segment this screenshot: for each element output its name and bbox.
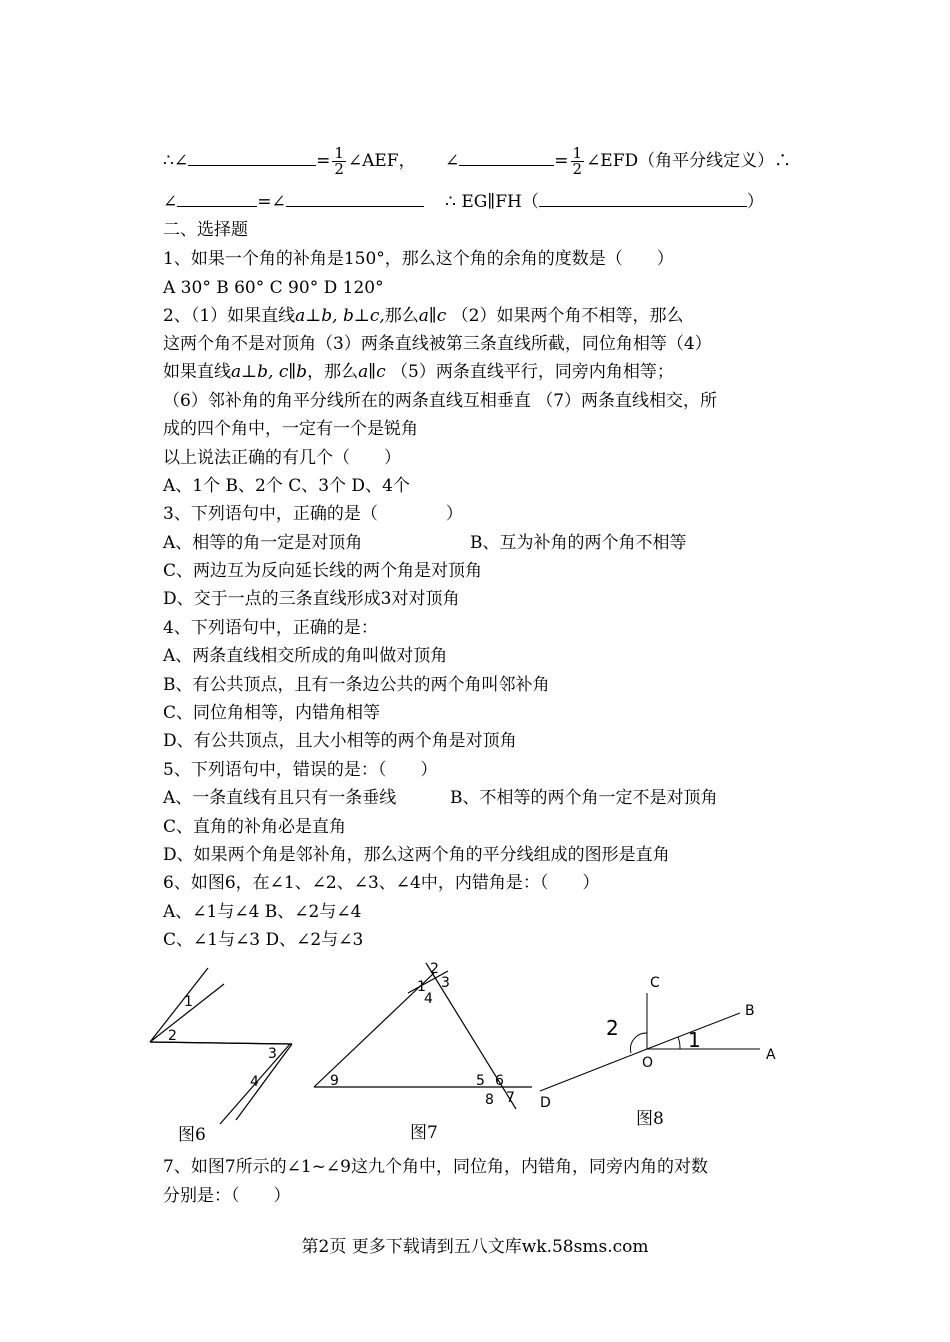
question-6: 6、如图6，在∠1、∠2、∠3、∠4中，内错角是：（ ） bbox=[163, 873, 600, 893]
question-5-option-c: C、直角的补角必是直角 bbox=[163, 817, 347, 837]
fraction-half: $\frac{1}{2}$ bbox=[572, 144, 583, 178]
fig7-label-7: 7 bbox=[506, 1090, 515, 1106]
question-2-line-3: 如果直线a⊥b, c∥b，那么a∥c （5）两条直线平行，同旁内角相等； bbox=[163, 362, 674, 382]
blank-field[interactable] bbox=[286, 192, 424, 207]
question-5-option-d: D、如果两个角是邻补角，那么这两个角的平分线组成的图形是直角 bbox=[163, 845, 670, 865]
fig7-label-9: 9 bbox=[330, 1073, 339, 1089]
fig6-label-1: 1 bbox=[184, 994, 193, 1010]
page-footer: 第2页 更多下载请到五八文库wk.58sms.com bbox=[301, 1237, 649, 1257]
question-2-line-2: 这两个角不是对顶角（3）两条直线被第三条直线所截，同位角相等（4） bbox=[163, 334, 712, 354]
proof-line-1: ∴∠ = $\frac{1}{2}$ ∠AEF， ∠ = $\frac{1}{2}$ ∠EFD（角平分线定义）∴ bbox=[163, 144, 792, 178]
fig7-label-4: 4 bbox=[424, 991, 433, 1007]
question-2-line-4: （6）邻补角的角平分线所在的两条直线互相垂直 （7）两条直线相交，所 bbox=[163, 391, 718, 411]
fig8-label-1: 1 bbox=[688, 1028, 701, 1052]
fig6-line-upper-1 bbox=[150, 968, 208, 1042]
question-7-line-1: 7、如图7所示的∠1~∠9这九个角中，同位角，内错角，同旁内角的对数 bbox=[163, 1157, 708, 1177]
fraction-half: $\frac{1}{2}$ bbox=[334, 144, 344, 178]
question-4: 4、下列语句中，正确的是： bbox=[163, 618, 378, 638]
therefore-symbol: ∴ bbox=[163, 151, 174, 171]
fig8-ray-od bbox=[540, 1049, 647, 1091]
fig8-label-B: B bbox=[745, 1003, 755, 1019]
question-2-line-1: 2、（1）如果直线a⊥b, b⊥c,那么a∥c （2）如果两个角不相等，那么 bbox=[163, 306, 684, 326]
question-7-line-2: 分别是：（ ） bbox=[163, 1186, 291, 1206]
question-6-options-cd: C、∠1与∠3 D、∠2与∠3 bbox=[163, 930, 364, 950]
question-4-option-c: C、同位角相等，内错角相等 bbox=[163, 703, 381, 723]
fig7-label-1: 1 bbox=[417, 979, 426, 995]
fig7-label-6: 6 bbox=[495, 1073, 504, 1089]
fig6-line-upper-2 bbox=[150, 984, 224, 1042]
question-4-option-d: D、有公共顶点，且大小相等的两个角是对顶角 bbox=[163, 731, 517, 751]
figure-7-caption: 图7 bbox=[410, 1123, 438, 1143]
question-1: 1、如果一个角的补角是150°，那么这个角的余角的度数是（ ） bbox=[163, 249, 674, 269]
question-4-option-b: B、有公共顶点，且有一条边公共的两个角叫邻补角 bbox=[163, 675, 550, 695]
blank-field[interactable] bbox=[539, 192, 747, 207]
proof-line-2: ∠ =∠ ∴ EG∥FH（ ） bbox=[163, 192, 764, 212]
fig7-label-3: 3 bbox=[441, 975, 450, 991]
fig8-label-C: C bbox=[650, 975, 660, 991]
fig6-label-3: 3 bbox=[268, 1046, 277, 1062]
question-2-prompt: 以上说法正确的有几个（ ） bbox=[163, 448, 401, 468]
fig8-angle-1-arc bbox=[678, 1037, 680, 1049]
figure-6 bbox=[140, 960, 310, 1130]
fig8-label-O: O bbox=[642, 1055, 654, 1071]
question-2-options: A、1个 B、2个 C、3个 D、4个 bbox=[163, 476, 410, 496]
blank-field[interactable] bbox=[459, 151, 554, 166]
fig8-label-D: D bbox=[540, 1095, 551, 1111]
section-title: 二、选择题 bbox=[163, 220, 248, 240]
question-5-option-a: A、一条直线有且只有一条垂线 bbox=[163, 788, 397, 808]
fig8-label-2: 2 bbox=[606, 1016, 619, 1040]
angle-symbol: ∠ bbox=[173, 151, 189, 171]
question-3-option-a: A、相等的角一定是对顶角 bbox=[163, 533, 363, 553]
question-3: 3、下列语句中，正确的是（ ） bbox=[163, 504, 463, 524]
fig7-label-2: 2 bbox=[430, 961, 439, 977]
figure-8-caption: 图8 bbox=[636, 1109, 664, 1129]
question-3-option-b: B、互为补角的两个角不相等 bbox=[470, 533, 687, 553]
question-3-option-d: D、交于一点的三条直线形成3对对顶角 bbox=[163, 589, 460, 609]
fig6-label-2: 2 bbox=[168, 1028, 177, 1044]
question-5: 5、下列语句中，错误的是：（ ） bbox=[163, 760, 438, 780]
figure-8 bbox=[530, 965, 790, 1115]
question-4-option-a: A、两条直线相交所成的角叫做对顶角 bbox=[163, 646, 448, 666]
figure-6-caption: 图6 bbox=[178, 1125, 206, 1145]
fig7-label-5: 5 bbox=[476, 1073, 485, 1089]
fig6-line-lower-2 bbox=[236, 1044, 292, 1120]
fig6-label-4: 4 bbox=[250, 1074, 259, 1090]
blank-field[interactable] bbox=[188, 151, 316, 166]
fig7-label-8: 8 bbox=[485, 1092, 494, 1108]
fig8-label-A: A bbox=[766, 1047, 776, 1063]
blank-field[interactable] bbox=[177, 192, 257, 207]
fig7-left-side bbox=[314, 973, 434, 1087]
question-3-option-c: C、两边互为反向延长线的两个角是对顶角 bbox=[163, 561, 483, 581]
question-5-option-b: B、不相等的两个角一定不是对顶角 bbox=[450, 788, 718, 808]
question-6-options-ab: A、∠1与∠4 B、∠2与∠4 bbox=[163, 902, 362, 922]
question-1-options: A 30° B 60° C 90° D 120° bbox=[163, 278, 384, 298]
question-2-line-5: 成的四个角中，一定有一个是锐角 bbox=[163, 419, 418, 439]
figure-7 bbox=[300, 955, 540, 1115]
